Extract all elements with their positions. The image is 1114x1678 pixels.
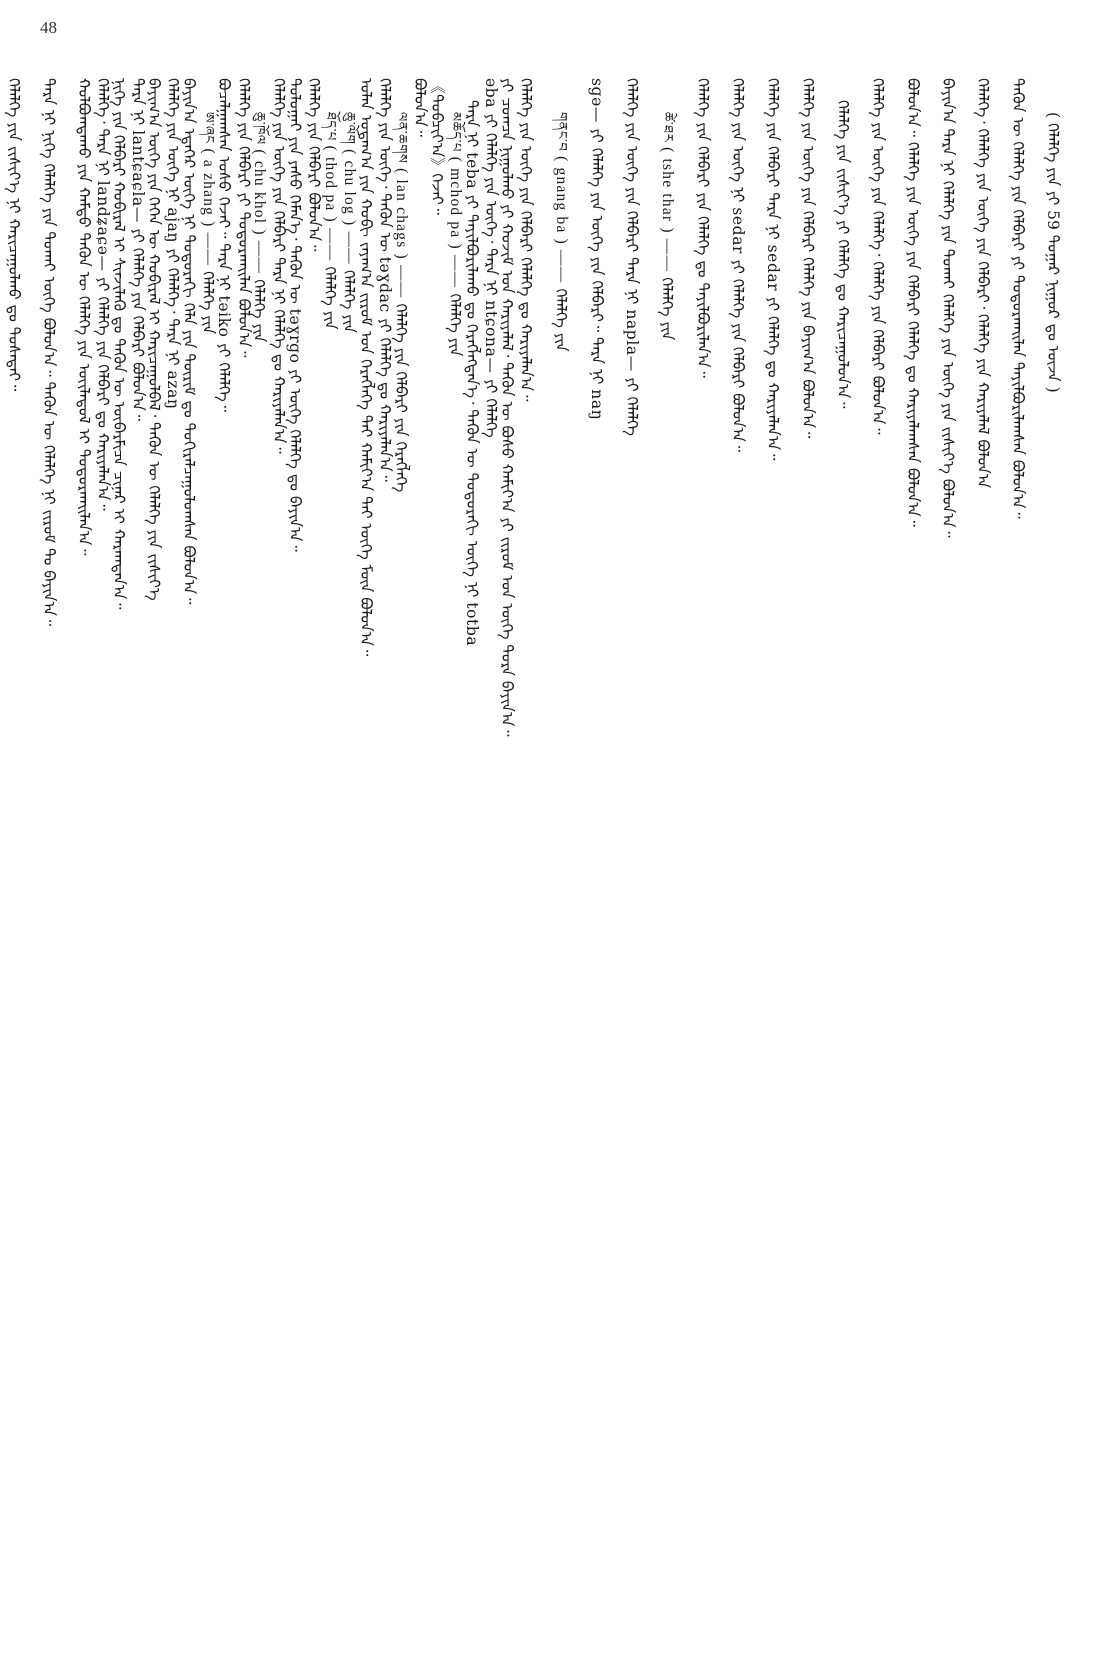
line-text: ᠬᠡᠯᠡᠯᠭᠡ ᠶᠢᠨ ᠦᠭᠡ ᠶᠢᠨ ᠬᠡᠯᠪᠡᠷᠢ ᠲᠡᠷᠡ ᠨᠢ ᠬᠡᠯᠡᠯᠭᠡ ᠳᠤ ᠬᠠᠷᠢᠶᠠᠯᠠᠨ᠎ᠠ᠃ xyxy=(270,78,288,454)
line-text: ᠣᠯᠠᠨ ᠤᠳᠠᠭ᠎ᠠ ᠶᠢᠨ ᠬᠣᠪᠢ ᠵᠠᠶᠠᠭ᠎ᠠ ᠵᠢᠷᠤᠮ ᠤᠨ ᠬᠡᠷᠡᠭᠯᠡᠭᠡ ᠲᠡᠢ ᠬᠠᠮᠢᠶ᠎ᠠ ᠲᠠᠢ ᠦᠭᠡ ᠮᠥᠨ ᠪᠣᠯᠤᠨ᠎ᠠ᠃ xyxy=(357,78,375,657)
tibetan-term: ཚེ་ཐར xyxy=(660,112,675,148)
line-text: ᠬᠡᠯᠡᠯᠭᠡ ᠶᠢᠨ xyxy=(552,288,570,352)
text-line xyxy=(685,78,720,1638)
line-text: ᠬᠡᠯᠡᠯᠭᠡ ᠶᠢᠨ ᠵᠢᠱᠢᠶ᠎ᠡ ᠨᠢ ᠬᠠᠷᠢᠴᠠᠭᠤᠯᠬᠤ ᠳᠤ ᠲᠤᠰᠠᠲᠠᠢ᠃ xyxy=(5,78,23,392)
text-line xyxy=(930,78,965,1638)
tibetan-term: ལན་ཆགས xyxy=(394,112,409,169)
text-line xyxy=(579,78,614,1638)
tibetan-term: ཆུ་ལོག xyxy=(342,112,357,150)
text-line xyxy=(790,78,825,1638)
text-line xyxy=(1035,78,1070,1672)
line-text: ( ᠬᠡᠯᠡᠯᠭᠡ ᠶᠢᠨ ᠶᠢ 59 ᠳᠤᠭᠠᠷ ᠨᠢᠭᠤᠷ ᠳᠤ ᠦᠵᠡ ) xyxy=(1044,112,1062,393)
text-line xyxy=(0,78,31,1638)
page-number: 48 xyxy=(40,18,57,37)
text-line xyxy=(136,78,171,1638)
text-line xyxy=(614,78,649,1638)
text-line xyxy=(171,78,206,1638)
line-text: ᠬᠡᠯᠡᠯᠭᠡ ᠶᠢᠨ xyxy=(658,277,676,341)
text-line xyxy=(312,78,348,1672)
line-text: 《ᠲᠣᠪᠴᠢᠶ᠎ᠠ》ᠭᠡᠵᠡᠢ᠃ xyxy=(428,78,446,216)
transliteration: ( chu khol ) —— xyxy=(251,149,268,280)
text-line xyxy=(965,78,1000,1638)
text-line xyxy=(241,78,277,1672)
text-line xyxy=(755,78,790,1638)
line-text: ᠬᠣᠯᠪᠣᠭᠳᠠᠬᠤ ᠶᠢᠨ ᠬᠠᠮᠲᠤ ᠲᠡᠭᠦᠨ ᠦ ᠬᠡᠯᠡᠯᠭᠡ ᠶᠢᠨ ᠦᠢᠯᠡᠳᠦᠯ ᠢ ᠲᠣᠳᠣᠷᠬᠠᠢᠯᠠᠨ᠎ᠠ᠃ xyxy=(75,78,93,556)
line-text: ᠬᠡᠯᠡᠯᠭᠡ ᠶᠢᠨ ᠦᠭᠡ ᠶᠢᠨ ᠬᠡᠯᠪᠡᠷᠢ ᠬᠡᠯᠡᠯᠭᠡ ᠶᠢᠨ ᠪᠠᠶᠢᠭ᠎ᠠ ᠪᠣᠯᠤᠨ᠎ᠠ᠃ xyxy=(799,78,817,439)
line-text: ᠪᠣᠯᠤᠨ᠎ᠠ᠃ xyxy=(411,78,429,137)
text-line xyxy=(489,78,524,1638)
line-text: ᠪᠣᠯᠤᠨ᠎ᠠ᠃ ᠬᠡᠯᠡᠯᠭᠡ ᠶᠢᠨ ᠦᠭᠡ ᠶᠢᠨ ᠬᠡᠯᠪᠡᠷᠢ ᠬᠡᠯᠡᠯᠭᠡ ᠳᠤ ᠬᠠᠷᠢᠶᠠᠯᠠᠭᠰᠠᠨ ᠪᠣᠯᠤᠨ᠎ᠠ᠃ xyxy=(904,78,922,527)
line-text: ᠪᠠᠶᠢᠭ᠎ᠠ ᠦᠭᠡ ᠶᠢᠨ ᠭᠡᠭᠡᠨ ᠦ ᠬᠤᠪᠢᠷᠠᠯ ᠢ ᠬᠠᠷᠢᠴᠠᠭᠤᠯᠪᠠᠯ᠂ ᠲᠡᠭᠦᠨ ᠦ ᠬᠡᠯᠡᠯᠭᠡ ᠶᠢᠨ ᠵᠢᠱᠢᠶ᠎ᠡ xyxy=(145,78,163,601)
line-text: ᠬᠡᠯᠡᠯᠭᠡ ᠶᠢᠨ ᠦᠭᠡ ᠶᠢᠨ ᠬᠡᠯᠪᠡᠷᠢ ᠲᠡᠷᠡ ᠨᠢ napla— ᠶᠢ ᠬᠡᠯᠡᠯᠭᠡ xyxy=(623,78,641,436)
line-text: ᠬᠡᠯᠡᠯᠭᠡ᠂ ᠲᠡᠷᠡ ᠨᠢ landʑaɕə— ᠶᠢ ᠬᠡᠯᠡᠯᠭᠡ ᠶᠢᠨ ᠬᠡᠯᠪᠡᠷᠢ ᠳᠤ ᠬᠠᠷᠢᠶᠠᠯᠠᠨ᠎ᠠ᠃ xyxy=(94,78,112,511)
text-line xyxy=(101,78,136,1638)
line-text: ᠨᠢᠭᠡ ᠶᠢᠨ ᠬᠡᠯᠪᠡᠷᠢ ᠬᠤᠪᠢᠷᠠᠯ ᠢ ᠰᠢᠨᠵᠢᠯᠡᠬᠦ ᠳᠤ ᠲᠡᠭᠦᠨ ᠦ ᠥᠪᠡᠷᠮᠢᠴᠡ ᠴᠢᠨᠠᠷ ᠢ ᠬᠠᠷᠠᠭᠳᠠᠨ᠎ᠠ᠃ xyxy=(110,78,128,610)
line-text: ᠬᠡᠯᠡᠯᠭᠡ ᠶᠢᠨ ᠬᠡᠯᠪᠡᠷᠢ ᠶᠢᠨ ᠬᠡᠯᠡᠯᠭᠡ ᠳᠤ ᠲᠠᠶᠢᠯᠪᠤᠷᠢᠯᠠᠨ᠎ᠠ᠃ xyxy=(694,78,712,378)
tibetan-term: ཐོད་པ xyxy=(323,112,338,146)
line-text: ᠬᠡᠯᠡᠯᠭᠡ᠂ ᠬᠡᠯᠡᠯᠭᠡ ᠶᠢᠨ ᠦᠭᠡ ᠶᠢᠨ ᠬᠡᠯᠪᠡᠷᠢ᠂ ᠬᠡᠯᠡᠯᠭᠡ ᠶᠢᠨ ᠬᠠᠷᠢᠶᠠᠯᠠᠯ ᠪᠣᠯᠤᠨ᠎ᠠ xyxy=(974,78,992,489)
transliteration: ( tshe thar ) —— xyxy=(659,147,676,278)
text-line xyxy=(454,78,489,1660)
transliteration: ( chu log ) —— xyxy=(341,149,358,270)
line-text: ᠬᠡᠯᠡᠯᠭᠡ ᠶᠢᠨ ᠦᠭᠡ᠂ ᠲᠡᠭᠦᠨ ᠦ təɣdac ᠶᠢ ᠬᠡᠯᠡᠯᠭᠡ ᠳᠤ ᠬᠠᠷᠢᠶᠠᠯᠠᠨ᠎ᠠ᠃ xyxy=(376,78,394,482)
line-text: ᠬᠡᠯᠡᠯᠭᠡ ᠶᠢᠨ xyxy=(321,266,339,330)
transliteration: ( thod pa ) —— xyxy=(322,145,339,267)
line-text: ᠬᠡᠯᠡᠯᠭᠡ ᠶᠢᠨ ᠦᠭᠡ ᠶᠢᠨ ᠬᠡᠯᠪᠡᠷᠢ ᠬᠡᠯᠡᠯᠭᠡ ᠳᠤ ᠬᠠᠷᠢᠶᠠᠯᠠᠨ᠎ᠠ᠃ xyxy=(517,78,535,402)
line-text: ᠬᠡᠯᠡᠯᠭᠡ ᠶᠢᠨ ᠦᠭᠡ ᠶᠢᠨ ᠬᠡᠯᠡᠯᠭᠡ᠂ ᠬᠡᠯᠡᠯᠭᠡ ᠶᠢᠨ ᠬᠡᠯᠪᠡᠷᠢ ᠪᠣᠯᠤᠨ᠎ᠠ᠃ xyxy=(869,78,887,435)
text-line xyxy=(825,78,860,1660)
transliteration: ( a zhang ) —— xyxy=(200,148,217,272)
tibetan-term: ཨ་ཞང xyxy=(201,112,216,149)
line-text: ᠪᠤᠴᠠᠯᠭᠠᠭᠰᠠᠨ ᠤᠰᠤ ᠭᠡᠵᠡᠢ᠃ ᠲᠡᠷᠡ ᠨᠢ təiko ᠶᠢ ᠬᠡᠯᠡᠯᠭᠡ᠃ xyxy=(215,78,233,412)
text-line xyxy=(277,78,312,1638)
text-line xyxy=(543,78,579,1672)
line-text: ᠬᠡᠯᠡᠯᠭᠡ ᠶᠢᠨ ᠬᠡᠯᠪᠡᠷᠢ ᠪᠣᠯᠤᠨ᠎ᠠ᠃ xyxy=(305,78,323,252)
line-text: ᠬᠡᠯᠡᠯᠭᠡ ᠶᠢᠨ ᠦᠭᠡ ᠨᠢ sedar ᠶᠢ ᠬᠡᠯᠡᠯᠭᠡ ᠶᠢᠨ ᠬᠡᠯᠪᠡᠷᠢ ᠪᠣᠯᠤᠨ᠎ᠠ᠃ xyxy=(729,78,747,453)
line-text: əba ᠶᠢ ᠬᠡᠯᠡᠯᠭᠡ ᠶᠢᠨ ᠦᠭᠡ᠂ ᠲᠡᠷᠡ ᠨᠢ ntɕona— ᠶᠢ ᠬᠡᠯᠡᠯᠭᠡ xyxy=(482,78,500,438)
text-line xyxy=(348,78,383,1638)
line-text: ᠬᠡᠯᠡᠯᠭᠡ ᠶᠢᠨ ᠬᠡᠯᠪᠡᠷᠢ ᠶᠢ ᠲᠣᠳᠣᠷᠬᠠᠢᠯᠠᠨ ᠪᠣᠯᠤᠨ᠎ᠠ᠃ xyxy=(235,78,253,358)
tibetan-term: ཆུ་ཁོལ xyxy=(252,112,267,150)
text-line xyxy=(31,78,66,1638)
transliteration: ( gnang ba ) —— xyxy=(553,156,570,289)
tibetan-term: མཆོད་པ xyxy=(448,112,463,157)
text-line xyxy=(860,78,895,1638)
line-text: ᠬᠡᠯᠡᠯᠭᠡ ᠶᠢᠨ xyxy=(199,271,217,335)
line-text: ᠲᠡᠷᠡ ᠨᠢ ᠨᠢᠭᠡ ᠬᠡᠯᠡᠯᠭᠡ ᠶᠢᠨ ᠲᠣᠬᠠᠶ ᠦᠭᠡ ᠪᠣᠯᠤᠨ᠎ᠠ᠃ ᠲᠡᠭᠦᠨ ᠦ ᠬᠡᠯᠡᠯᠭᠡ ᠨᠢ ᠵᠢᠷᠤᠮ ᠲᠤ ᠪᠠᠶᠢᠨ᠎ᠠ᠃ xyxy=(40,78,58,627)
left-column xyxy=(5,78,524,1648)
line-text: ᠬᠡᠯᠡᠯᠭᠡ ᠶᠢᠨ xyxy=(340,269,358,333)
transliteration: ( lan chags ) —— xyxy=(393,168,410,304)
line-text: ᠬᠡᠯᠡᠯᠭᠡ ᠶᠢᠨ xyxy=(446,293,464,357)
line-text: ᠬᠡᠯᠡᠯᠭᠡ ᠶᠢᠨ xyxy=(250,279,268,343)
line-text: ᠪᠠᠶᠢᠨ᠎ᠠ ᠡᠳᠡᠭᠡᠷ ᠦᠭᠡ ᠨᠢ ᠳᠣᠲᠣᠷᠠᠬᠢ ᠬᠡᠯᠡ ᠶᠢᠨ ᠳᠦᠷᠢᠮ ᠳᠤ ᠲᠣᠬᠢᠷᠠᠯᠴᠠᠭᠤᠯᠤᠭᠰᠠᠨ ᠪᠣᠯᠤᠨ᠎ᠠ᠃ xyxy=(180,78,198,605)
line-text: ᠲᠡᠷᠡ ᠨᠢ teba ᠶᠢ ᠲᠠᠶᠢᠯᠪᠤᠷᠢᠯᠠᠬᠤ ᠳᠤ ᠬᠡᠷᠡᠭᠯᠡᠭᠳᠡᠨ᠎ᠡ᠂ ᠲᠡᠭᠦᠨ ᠦ ᠳᠣᠲᠣᠷᠠᠬᠢ ᠦᠭᠡ ᠨᠢ totba xyxy=(463,100,481,647)
line-text: sɡə— ᠶᠢ ᠬᠡᠯᠡᠯᠭᠡ ᠶᠢᠨ ᠦᠭᠡ ᠶᠢᠨ ᠬᠡᠯᠪᠡᠷᠢ᠃ ᠲᠡᠷᠡ ᠨᠢ naŋ xyxy=(588,78,606,421)
line-text: ᠲᠣᠯᠤᠭᠠᠢ ᠶᠢᠨ ᠶᠡᠰᠦ ᠬᠡᠮᠡᠨ᠎ᠡ᠂ ᠲᠡᠭᠦᠨ ᠦ təɣrgo ᠶᠢ ᠦᠭᠡ ᠬᠡᠯᠡᠯᠭᠡ ᠳᠤ ᠪᠠᠶᠢᠨ᠎ᠠ᠃ xyxy=(286,78,304,552)
line-text: ᠬᠡᠯᠡᠯᠭᠡ ᠶᠢᠨ ᠵᠢᠱᠢᠶ᠎ᠡ ᠶᠢ ᠬᠡᠯᠡᠯᠭᠡ ᠳᠤ ᠬᠠᠷᠢᠴᠠᠭᠤᠯᠤᠨ᠎ᠠ᠃ xyxy=(834,100,852,409)
tibetan-term: གནང་བ xyxy=(554,112,569,157)
text-line xyxy=(720,78,755,1638)
line-text: ᠶᠢ ᠴᠣᠭᠴᠠ ᠨᠢᠭᠤᠯᠬᠤ ᠶᠢ ᠬᠤᠵᠢᠮ ᠤᠨ ᠬᠠᠷᠢᠶᠠᠯᠠᠯ᠂ ᠲᠡᠭᠦᠨ ᠦ ᠪᠤᠰᠤ ᠬᠠᠮᠢᠶ᠎ᠠ ᠶᠢ ᠵᠢᠷᠤᠮ ᠤᠨ ᠦᠭᠡ ᠳᠣᠷᠠ ᠪᠠᠶᠢᠨ᠎ᠠ᠃ xyxy=(498,78,516,737)
line-text: ᠬᠡᠯᠡᠯᠭᠡ ᠶᠢᠨ ᠬᠡᠯᠪᠡᠷᠢ ᠶᠢᠨ ᠬᠡᠷᠡᠭᠯᠡᠭᠡ xyxy=(392,303,410,493)
text-line xyxy=(895,78,930,1638)
line-text: ᠬᠡᠯᠡᠯᠭᠡ ᠶᠢᠨ ᠦᠭᠡ ᠨᠢ ajaŋ ᠶᠢ ᠬᠡᠯᠡᠯᠭᠡ᠂ ᠲᠡᠷᠡ ᠨᠢ azaŋ xyxy=(164,78,182,410)
text-line xyxy=(1000,78,1035,1638)
text-line xyxy=(419,78,454,1638)
transliteration: ( mchod pa ) —— xyxy=(447,156,464,294)
line-text: ᠪᠠᠶᠢᠨ᠎ᠠ ᠲᠡᠷᠡ ᠨᠢ ᠬᠡᠯᠡᠯᠭᠡ ᠶᠢᠨ ᠲᠣᠬᠠᠶ ᠬᠡᠯᠡᠯᠭᠡ ᠶᠢᠨ ᠦᠭᠡ ᠶᠢᠨ ᠵᠢᠱᠢᠶ᠎ᠡ ᠪᠣᠯᠤᠨ᠎ᠠ᠃ xyxy=(939,78,957,538)
text-line xyxy=(206,78,241,1638)
line-text: ᠲᠡᠭᠦᠨ ᠦ ᠬᠡᠯᠡᠯᠭᠡ ᠶᠢᠨ ᠬᠡᠯᠪᠡᠷᠢ ᠶᠢ ᠲᠣᠳᠣᠷᠬᠠᠢᠯᠠᠨ ᠲᠠᠶᠢᠯᠪᠤᠷᠢᠯᠠᠭᠰᠠᠨ ᠪᠣᠯᠤᠨ᠎ᠠ᠃ xyxy=(1009,78,1027,519)
text-line xyxy=(66,78,101,1638)
line-text: ᠲᠡᠷᠡ ᠨᠢ lantɕaɕla— ᠶᠢ ᠬᠡᠯᠡᠯᠭᠡ ᠶᠢᠨ ᠬᠡᠯᠪᠡᠷᠢ ᠪᠣᠯᠤᠨ᠎ᠠ᠃ xyxy=(129,78,147,422)
text-line xyxy=(383,78,419,1672)
text-line xyxy=(649,78,685,1672)
line-text: ᠬᠡᠯᠡᠯᠭᠡ ᠶᠢᠨ ᠬᠡᠯᠪᠡᠷᠢ ᠲᠡᠷᠡ ᠨᠢ sedar ᠶᠢ ᠬᠡᠯᠡᠯᠭᠡ ᠳᠤ ᠬᠠᠷᠢᠶᠠᠯᠠᠨ᠎ᠠ᠃ xyxy=(764,78,782,461)
